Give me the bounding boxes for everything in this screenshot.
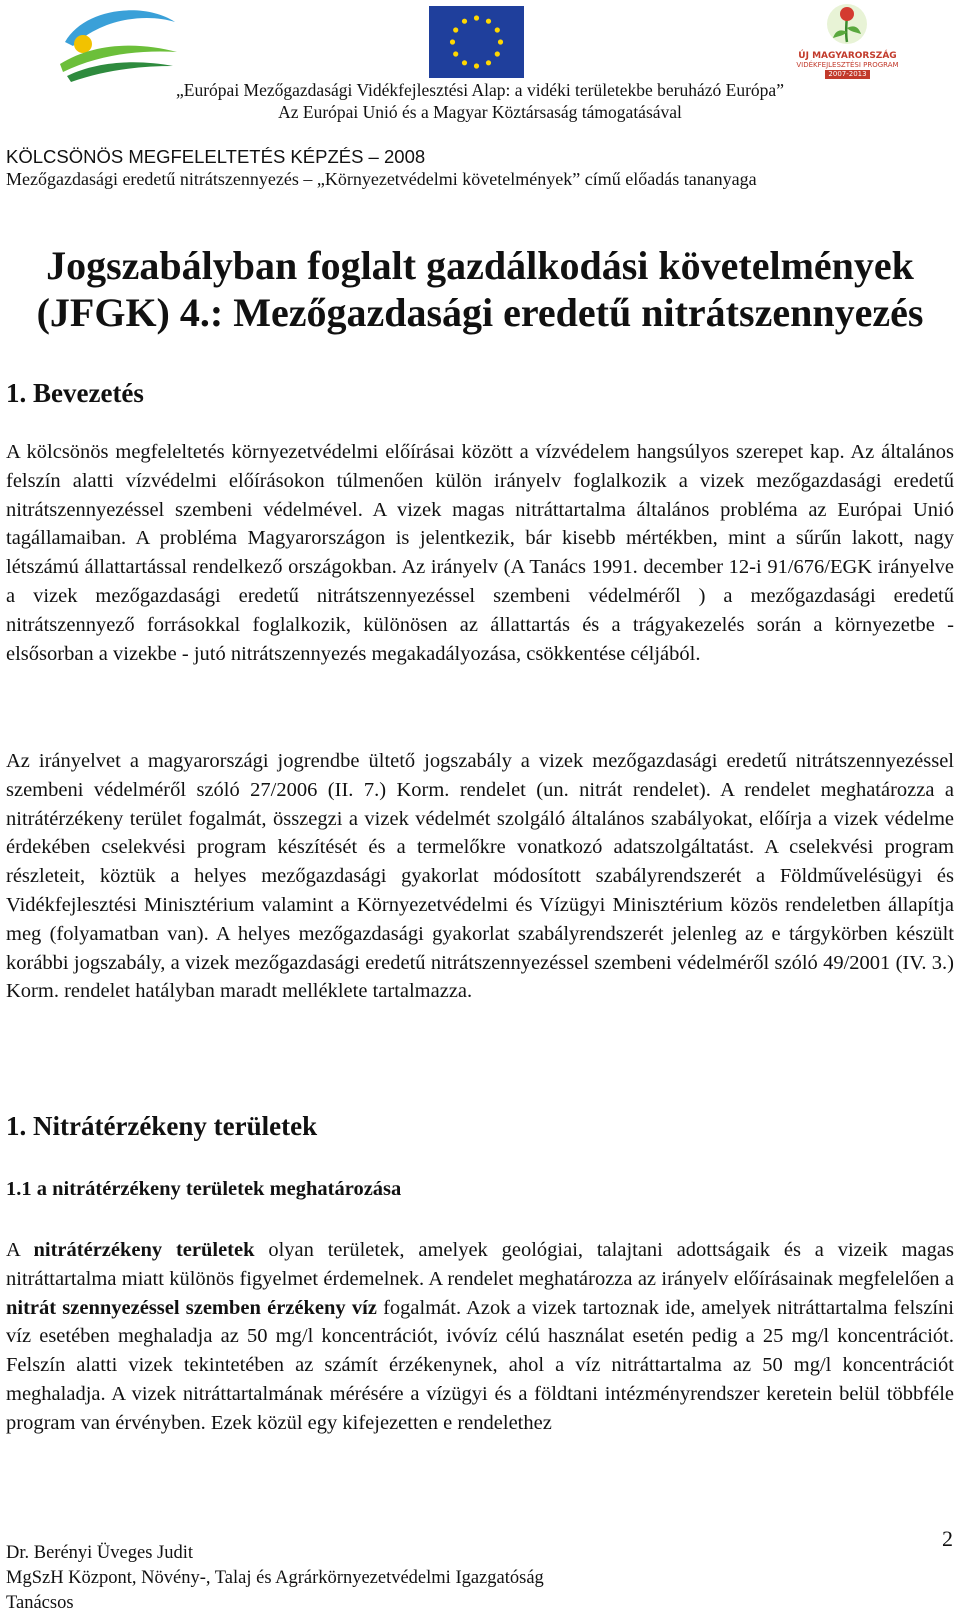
header-logos xyxy=(0,0,960,82)
section-heading-bevezetes: 1. Bevezetés xyxy=(6,378,144,408)
footer-role: Tanácsos xyxy=(6,1593,74,1613)
document-title-line-1: Jogszabályban foglalt gazdálkodási követelmények xyxy=(46,243,914,288)
logo-right-line3: 2007-2013 xyxy=(825,70,869,79)
paragraph-text: Az irányelvet a magyarországi jogrendbe ültető jogszabály a vizek mezőgazdasági eredetű nitrátszennyezéssel szembeni védelméről szóló 27/2006 (II. 7.) Korm. rendelet (un. nitrát rendelet). A rendelet meghatározza a nitrátérzékeny terület fogalmát, összegzi a vizek védelmét szolgáló általános szabályokat, előírja a vizek védelme érdekében cselekvési program készítését és a termelőkre vonatkozó adatszolgáltatást. A cselekvési program részleteit, köztük a helyes mezőgazdasági gyakorlat módosított szabályrendszerét a Földművelésügyi és Vidékfejlesztési Minisztérium valamint a Környezetvédelmi és Vízügyi Minisztérium közös rendeletben állapítja meg (folyamatban van). A helyes mezőgazdasági gyakorlat szabályrendszerét jelenleg az e tárgykörben készült korábbi jogszabály, a vizek mezőgazdasági eredetű nitrátszennyezéssel szembeni védelméről szóló 49/2001 (IV. 3.) Korm. rendelet hatályban maradt melléklete tartalmazza. xyxy=(6,750,954,1003)
agri-program-logo-icon xyxy=(55,2,180,82)
footer-author: Dr. Berényi Üveges Judit xyxy=(6,1543,194,1563)
document-title-line-2: (JFGK) 4.: Mezőgazdasági eredetű nitrátszennyezés xyxy=(36,290,924,335)
paragraph-intro-1 xyxy=(6,438,954,668)
paragraph-intro-2 xyxy=(6,747,954,1006)
uj-magyarorszag-logo-text xyxy=(795,52,900,79)
paragraph-text: A kölcsönös megfeleltetés környezetvédelmi előírásai között a vízvédelem hangsúlyos szerepet kap. Az általános felszín alatti vízvédelmi előírásokon túlmenően külön irányelv foglalkozik a vizek mezőgazdasági eredetű nitrátszennyezéssel szembeni védelmével. A vizek magas nitráttartalma általános probléma az Európai Unió tagállamaiban. A probléma Magyarországon is jelentkezik, bár kisebb mértékben, mint a sűrűn lakott, nagy létszámú állattartással rendelkező országokban. Az irányelv (A Tanács 1991. december 12-i 91/676/EGK irányelve a vizek mezőgazdasági eredetű nitrátszennyezéssel szembeni védelméről ) a mezőgazdasági eredetű nitrátszennyező forrásokkal foglalkozik, különösen az állattartás és a trágyakezelés során a környezetbe - elsősorban a vizekbe - jutó nitrátszennyezés megakadályozása, csökkentése céljából. xyxy=(6,441,954,665)
page-number: 2 xyxy=(942,1526,953,1551)
logo-right-line2: VIDÉKFEJLESZTÉSI PROGRAM xyxy=(796,61,899,69)
paragraph-nitraterzekeny xyxy=(6,1236,954,1438)
text-run: olyan területek, amelyek geológiai, talajtani adottságaik és a vizeik magas nitráttartalma miatt különös figyelmet érdemelnek. A rendelet meghatározza az irányelv előírásainak megfelelően a xyxy=(6,1239,954,1290)
document-title xyxy=(0,242,960,336)
course-subtitle: Mezőgazdasági eredetű nitrátszennyezés – „Környezetvédelmi követelmények” című előadás tananyaga xyxy=(6,169,757,189)
funding-line-2: Az Európai Unió és a Magyar Köztársaság támogatásával xyxy=(278,102,682,122)
funding-line-1: „Európai Mezőgazdasági Vidékfejlesztési Alap: a vidéki területekbe beruházó Európa” xyxy=(176,80,784,100)
eu-flag-icon xyxy=(429,6,524,78)
logo-right-line1: ÚJ MAGYARORSZÁG xyxy=(798,51,897,61)
course-title: KÖLCSÖNÖS MEGFELELTETÉS KÉPZÉS – 2008 xyxy=(6,146,426,167)
subsection-heading-meghatarozas: 1.1 a nitrátérzékeny területek meghatározása xyxy=(6,1178,402,1200)
bold-term-nitrat-szennyezes: nitrát szennyezéssel szemben érzékeny víz xyxy=(6,1296,377,1319)
footer-institution: MgSzH Központ, Növény-, Talaj és Agrárkörnyezetvédelmi Igazgatóság xyxy=(6,1568,544,1588)
bold-term-nitraterzekeny: nitrátérzékeny területek xyxy=(33,1239,255,1261)
page-footer xyxy=(6,1541,544,1616)
course-header xyxy=(6,146,757,190)
funding-statement xyxy=(0,79,960,123)
text-run: fogalmát. Azok a vizek tartoznak ide, amelyek nitráttartalma felszíni víz esetében meghaladja az 50 mg/l koncentrációt, ivóvíz célú használat esetén pedig a 25 mg/l koncentrációt. Felszín alatti vizek tekintetében az számít érzékenynek, ahol a víz nitráttartalma az 50 mg/l koncentrációt meghaladja. A vizek nitráttartalmának mérésére a vízügyi és a földtani intézményrendszer keretein belül többféle program van érvényben. Ezek közül egy kifejezetten e rendelethez xyxy=(6,1296,954,1434)
paragraph-text xyxy=(6,1236,954,1438)
section-heading-nitraterzekeny: 1. Nitrátérzékeny területek xyxy=(6,1111,318,1141)
text-run: A xyxy=(6,1239,34,1261)
